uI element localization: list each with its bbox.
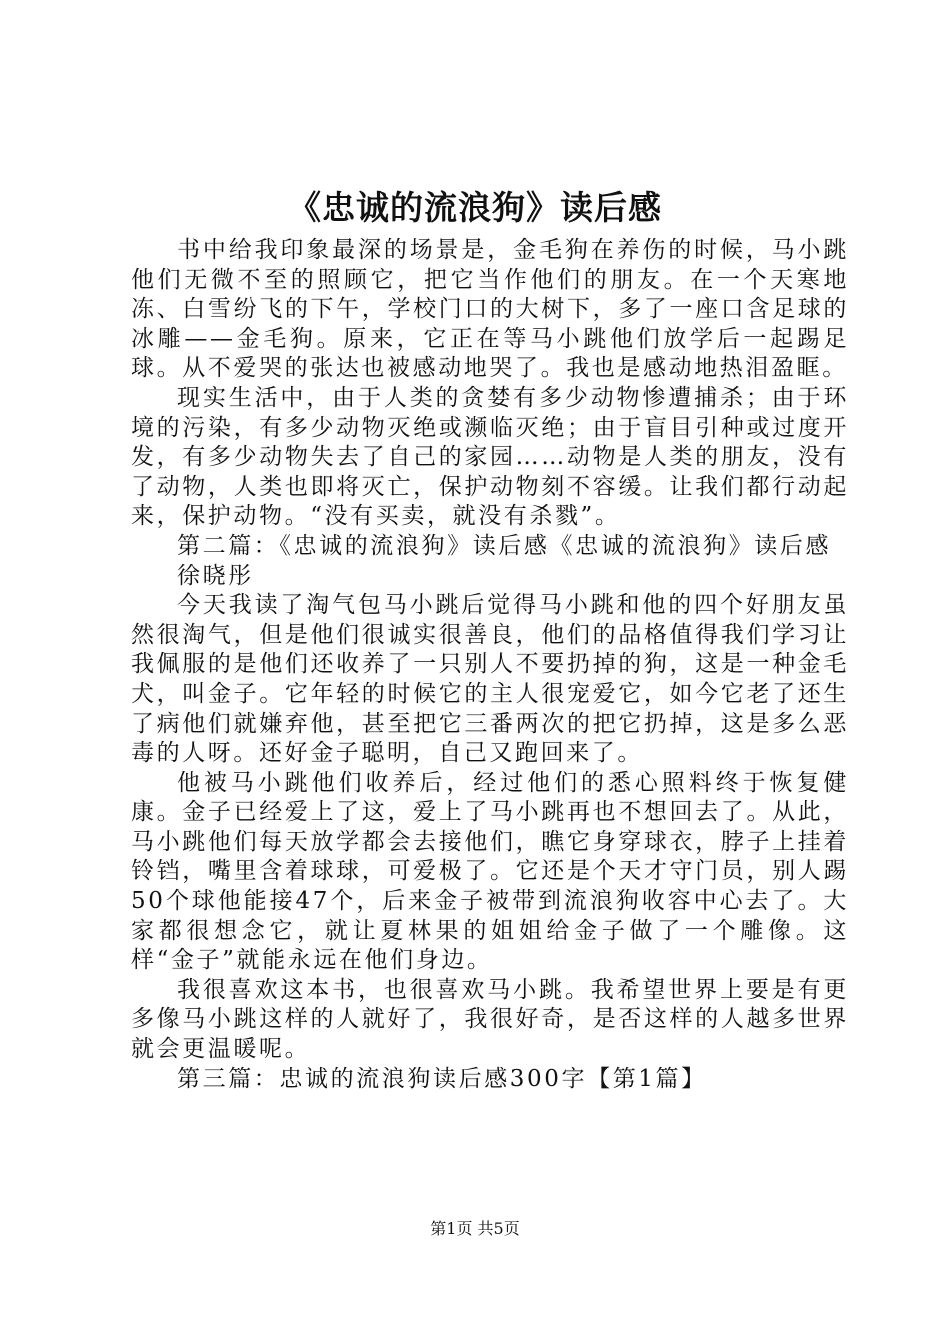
page-indicator: 第1页 共5页 bbox=[430, 1219, 520, 1238]
paragraph-conclusion: 我很喜欢这本书，也很喜欢马小跳。我希望世界上要是有更多像马小跳这样的人就好了，我很好奇，是否这样的人越多世界就会更温暖呢。 bbox=[131, 976, 849, 1063]
author-name: 徐晓彤 bbox=[177, 562, 254, 589]
section-heading-part-two: 第二篇：《忠诚的流浪狗》读后感《忠诚的流浪狗》读后感 bbox=[177, 532, 832, 559]
document-body bbox=[131, 236, 849, 1094]
page-title: 《忠诚的流浪狗》读后感 bbox=[288, 188, 662, 227]
paragraph-adopted: 他被马小跳他们收养后，经过他们的悉心照料终于恢复健康。金子已经爱上了这，爱上了马小跳再也不想回去了。从此，马小跳他们每天放学都会去接他们，瞧它身穿球衣，脖子上挂着铃铛，嘴里含着球球，可爱极了。它还是个天才守门员，别人踢50个球他能接47个，后来金子被带到流浪狗收容中心去了。大家都很想念它，就让夏林果的姐姐给金子做了一个雕像。这样“金子”就能永远在他们身边。 bbox=[131, 769, 849, 974]
paragraph-favorite-scene: 书中给我印象最深的场景是，金毛狗在养伤的时候，马小跳他们无微不至的照顾它，把它当作他们的朋友。在一个天寒地冻、白雪纷飞的下午，学校门口的大树下，多了一座口含足球的冰雕——金毛狗。原来，它正在等马小跳他们放学后一起踢足球。从不爱哭的张达也被感动地哭了。我也是感动地热泪盈眶。 bbox=[131, 237, 849, 382]
paragraph-real-life: 现实生活中，由于人类的贪婪有多少动物惨遭捕杀；由于环境的污染，有多少动物灭绝或濒临灭绝；由于盲目引种或过度开发，有多少动物失去了自己的家园……动物是人类的朋友，没有了动物，人类也即将灭亡，保护动物刻不容缓。让我们都行动起来，保护动物。“没有买卖，就没有杀戮”。 bbox=[131, 384, 849, 530]
section-heading-part-three: 第三篇：忠诚的流浪狗读后感300字【第1篇】 bbox=[177, 1065, 707, 1092]
paragraph-today-i-read: 今天我读了淘气包马小跳后觉得马小跳和他的四个好朋友虽然很淘气，但是他们很诚实很善良，他们的品格值得我们学习让我佩服的是他们还收养了一只别人不要扔掉的狗，这是一种金毛犬，叫金子。它年轻的时候它的主人很宠爱它，如今它老了还生了病他们就嫌弃他，甚至把它三番两次的把它扔掉，这是多么恶毒的人呀。还好金子聪明，自己又跑回来了。 bbox=[131, 592, 849, 767]
